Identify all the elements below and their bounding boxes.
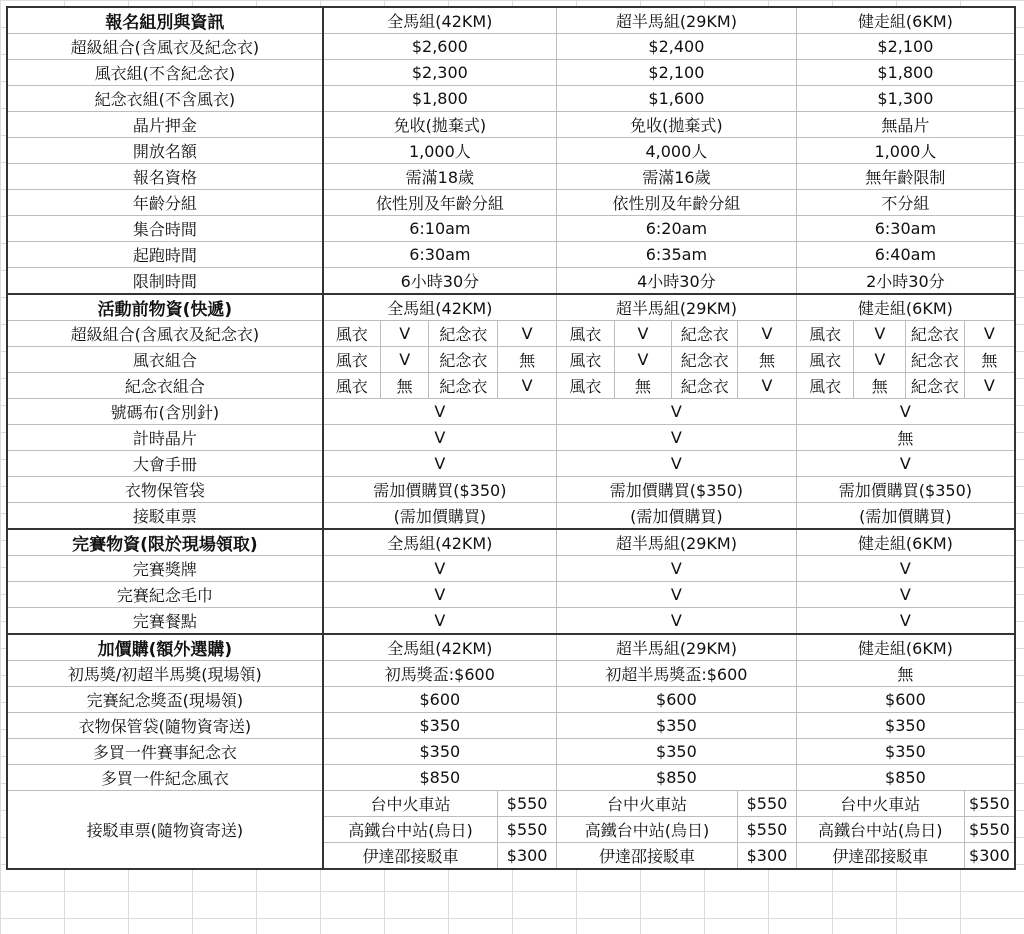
value-cell: V	[556, 582, 796, 608]
table-row	[7, 60, 1015, 86]
item-cell: V	[380, 347, 429, 373]
value-cell: $600	[323, 687, 557, 713]
table-row	[7, 268, 1015, 295]
value-cell: 6:30am	[323, 242, 557, 268]
table-row	[7, 112, 1015, 138]
value-cell: 依性別及年齡分組	[556, 190, 796, 216]
value-cell: $350	[556, 739, 796, 765]
value-cell: $850	[556, 765, 796, 791]
value-cell: $2,300	[323, 60, 557, 86]
row-label: 多買一件紀念風衣	[7, 765, 323, 791]
group-header: 超半馬組(29KM)	[556, 634, 796, 661]
value-cell: 6:10am	[323, 216, 557, 242]
value-cell: V	[323, 425, 557, 451]
value-cell: 1,000人	[796, 138, 1015, 164]
value-cell: $600	[796, 687, 1015, 713]
value-cell: $850	[796, 765, 1015, 791]
value-cell: $2,100	[796, 34, 1015, 60]
value-cell: V	[556, 399, 796, 425]
registration-info-table	[6, 6, 1016, 870]
table-row	[7, 765, 1015, 791]
value-cell: $350	[796, 713, 1015, 739]
item-cell: V	[738, 373, 797, 399]
item-cell: 風衣	[796, 347, 854, 373]
value-cell: $350	[323, 739, 557, 765]
item-cell: 風衣	[556, 373, 614, 399]
value-cell: 無年齡限制	[796, 164, 1015, 190]
value-cell: $350	[796, 739, 1015, 765]
value-cell: (需加價購買)	[796, 503, 1015, 530]
value-cell: $2,600	[323, 34, 557, 60]
shuttle-price: $300	[738, 843, 797, 870]
shuttle-stop: 高鐵台中站(烏日)	[796, 817, 964, 843]
item-cell: V	[614, 321, 672, 347]
table-row	[7, 477, 1015, 503]
row-label: 晶片押金	[7, 112, 323, 138]
group-header: 超半馬組(29KM)	[556, 7, 796, 34]
value-cell: $2,400	[556, 34, 796, 60]
value-cell: V	[323, 399, 557, 425]
value-cell: V	[323, 582, 557, 608]
item-cell: 無	[380, 373, 429, 399]
value-cell: $350	[323, 713, 557, 739]
row-label: 紀念衣組合	[7, 373, 323, 399]
shuttle-stop: 高鐵台中站(烏日)	[323, 817, 498, 843]
group-header: 全馬組(42KM)	[323, 294, 557, 321]
value-cell: V	[556, 556, 796, 582]
value-cell: V	[556, 451, 796, 477]
item-cell: 紀念衣	[672, 347, 738, 373]
row-label: 大會手冊	[7, 451, 323, 477]
value-cell: 無	[796, 661, 1015, 687]
item-cell: 無	[738, 347, 797, 373]
table-row	[7, 713, 1015, 739]
shuttle-stop: 伊達邵接駁車	[323, 843, 498, 870]
group-header: 健走組(6KM)	[796, 7, 1015, 34]
value-cell: 無	[796, 425, 1015, 451]
value-cell: $1,600	[556, 86, 796, 112]
section-title: 完賽物資(限於現場領取)	[7, 529, 323, 556]
item-cell: 紀念衣	[672, 373, 738, 399]
item-cell: V	[854, 347, 906, 373]
row-label: 完賽餐點	[7, 608, 323, 635]
shuttle-row	[7, 791, 1015, 817]
row-label: 多買一件賽事紀念衣	[7, 739, 323, 765]
value-cell: V	[796, 556, 1015, 582]
value-cell: 不分組	[796, 190, 1015, 216]
table-row	[7, 34, 1015, 60]
value-cell: V	[323, 608, 557, 635]
item-cell: 紀念衣	[906, 373, 965, 399]
table-row	[7, 347, 1015, 373]
table-row	[7, 138, 1015, 164]
table-row	[7, 739, 1015, 765]
table-row	[7, 190, 1015, 216]
row-label: 號碼布(含別針)	[7, 399, 323, 425]
shuttle-stop: 台中火車站	[556, 791, 737, 817]
item-cell: V	[380, 321, 429, 347]
table-row	[7, 321, 1015, 347]
item-cell: 無	[498, 347, 557, 373]
row-label: 初馬獎/初超半馬獎(現場領)	[7, 661, 323, 687]
row-label: 起跑時間	[7, 242, 323, 268]
shuttle-price: $300	[498, 843, 557, 870]
row-label: 開放名額	[7, 138, 323, 164]
shuttle-stop: 台中火車站	[323, 791, 498, 817]
value-cell: V	[323, 451, 557, 477]
item-cell: 紀念衣	[429, 321, 498, 347]
shuttle-stop: 台中火車站	[796, 791, 964, 817]
section-header-row	[7, 634, 1015, 661]
table-row	[7, 399, 1015, 425]
value-cell: 6:20am	[556, 216, 796, 242]
item-cell: 紀念衣	[429, 373, 498, 399]
value-cell: 6小時30分	[323, 268, 557, 295]
value-cell: 依性別及年齡分組	[323, 190, 557, 216]
value-cell: V	[323, 556, 557, 582]
item-cell: V	[498, 321, 557, 347]
shuttle-price: $550	[738, 791, 797, 817]
row-label: 衣物保管袋	[7, 477, 323, 503]
row-label: 風衣組合	[7, 347, 323, 373]
item-cell: 風衣	[323, 347, 381, 373]
shuttle-stop: 伊達邵接駁車	[556, 843, 737, 870]
value-cell: $2,100	[556, 60, 796, 86]
row-label: 計時晶片	[7, 425, 323, 451]
value-cell: 2小時30分	[796, 268, 1015, 295]
section-header-row	[7, 529, 1015, 556]
section-title: 報名組別與資訊	[7, 7, 323, 34]
group-header: 全馬組(42KM)	[323, 634, 557, 661]
shuttle-stop: 高鐵台中站(烏日)	[556, 817, 737, 843]
item-cell: 紀念衣	[429, 347, 498, 373]
item-cell: 無	[964, 347, 1015, 373]
row-label: 完賽紀念獎盃(現場領)	[7, 687, 323, 713]
table-body	[7, 7, 1015, 869]
item-cell: 紀念衣	[906, 321, 965, 347]
table-row	[7, 425, 1015, 451]
row-label: 年齡分組	[7, 190, 323, 216]
section-header-row	[7, 294, 1015, 321]
row-label: 完賽紀念毛巾	[7, 582, 323, 608]
value-cell: 免收(拋棄式)	[556, 112, 796, 138]
value-cell: 無晶片	[796, 112, 1015, 138]
row-label: 超級組合(含風衣及紀念衣)	[7, 34, 323, 60]
value-cell: 初超半馬獎盃:$600	[556, 661, 796, 687]
shuttle-price: $550	[498, 791, 557, 817]
group-header: 超半馬組(29KM)	[556, 294, 796, 321]
row-label: 限制時間	[7, 268, 323, 295]
row-label: 接駁車票	[7, 503, 323, 530]
value-cell: $1,300	[796, 86, 1015, 112]
table-row	[7, 556, 1015, 582]
value-cell: (需加價購買)	[556, 503, 796, 530]
row-label: 風衣組(不含紀念衣)	[7, 60, 323, 86]
group-header: 超半馬組(29KM)	[556, 529, 796, 556]
item-cell: 風衣	[323, 373, 381, 399]
value-cell: 1,000人	[323, 138, 557, 164]
section-title: 加價購(額外選購)	[7, 634, 323, 661]
shuttle-price: $550	[498, 817, 557, 843]
row-label: 集合時間	[7, 216, 323, 242]
group-header: 健走組(6KM)	[796, 529, 1015, 556]
shuttle-price: $550	[964, 817, 1015, 843]
value-cell: (需加價購買)	[323, 503, 557, 530]
value-cell: $1,800	[796, 60, 1015, 86]
table-row	[7, 216, 1015, 242]
section-title: 活動前物資(快遞)	[7, 294, 323, 321]
value-cell: $850	[323, 765, 557, 791]
row-label: 超級組合(含風衣及紀念衣)	[7, 321, 323, 347]
value-cell: 6:35am	[556, 242, 796, 268]
row-label: 紀念衣組(不含風衣)	[7, 86, 323, 112]
group-header: 全馬組(42KM)	[323, 7, 557, 34]
shuttle-price: $550	[964, 791, 1015, 817]
value-cell: V	[796, 582, 1015, 608]
table-row	[7, 86, 1015, 112]
value-cell: 初馬獎盃:$600	[323, 661, 557, 687]
value-cell: 需加價購買($350)	[556, 477, 796, 503]
table-row	[7, 661, 1015, 687]
table-row	[7, 687, 1015, 713]
item-cell: 無	[854, 373, 906, 399]
group-header: 健走組(6KM)	[796, 294, 1015, 321]
group-header: 健走組(6KM)	[796, 634, 1015, 661]
value-cell: V	[556, 608, 796, 635]
value-cell: V	[796, 608, 1015, 635]
row-label: 完賽獎牌	[7, 556, 323, 582]
value-cell: 需滿16歲	[556, 164, 796, 190]
item-cell: 紀念衣	[906, 347, 965, 373]
table-row	[7, 582, 1015, 608]
item-cell: V	[964, 373, 1015, 399]
value-cell: 需滿18歲	[323, 164, 557, 190]
table-row	[7, 373, 1015, 399]
value-cell: $350	[556, 713, 796, 739]
value-cell: V	[796, 451, 1015, 477]
row-label: 衣物保管袋(隨物資寄送)	[7, 713, 323, 739]
item-cell: 風衣	[796, 373, 854, 399]
table-row	[7, 451, 1015, 477]
group-header: 全馬組(42KM)	[323, 529, 557, 556]
value-cell: V	[796, 399, 1015, 425]
row-label: 報名資格	[7, 164, 323, 190]
value-cell: 6:40am	[796, 242, 1015, 268]
value-cell: 需加價購買($350)	[323, 477, 557, 503]
item-cell: 風衣	[323, 321, 381, 347]
value-cell: 6:30am	[796, 216, 1015, 242]
value-cell: $600	[556, 687, 796, 713]
table-row	[7, 242, 1015, 268]
value-cell: V	[556, 425, 796, 451]
shuttle-stop: 伊達邵接駁車	[796, 843, 964, 870]
value-cell: 4,000人	[556, 138, 796, 164]
item-cell: V	[614, 347, 672, 373]
value-cell: $1,800	[323, 86, 557, 112]
item-cell: V	[964, 321, 1015, 347]
item-cell: 風衣	[556, 321, 614, 347]
shuttle-price: $550	[738, 817, 797, 843]
item-cell: 風衣	[556, 347, 614, 373]
value-cell: 需加價購買($350)	[796, 477, 1015, 503]
value-cell: 免收(拋棄式)	[323, 112, 557, 138]
item-cell: V	[854, 321, 906, 347]
shuttle-price: $300	[964, 843, 1015, 870]
item-cell: 風衣	[796, 321, 854, 347]
table-row	[7, 503, 1015, 530]
item-cell: 無	[614, 373, 672, 399]
item-cell: 紀念衣	[672, 321, 738, 347]
shuttle-label: 接駁車票(隨物資寄送)	[7, 791, 323, 870]
table-row	[7, 164, 1015, 190]
item-cell: V	[498, 373, 557, 399]
table-row	[7, 608, 1015, 635]
item-cell: V	[738, 321, 797, 347]
value-cell: 4小時30分	[556, 268, 796, 295]
section-header-row	[7, 7, 1015, 34]
